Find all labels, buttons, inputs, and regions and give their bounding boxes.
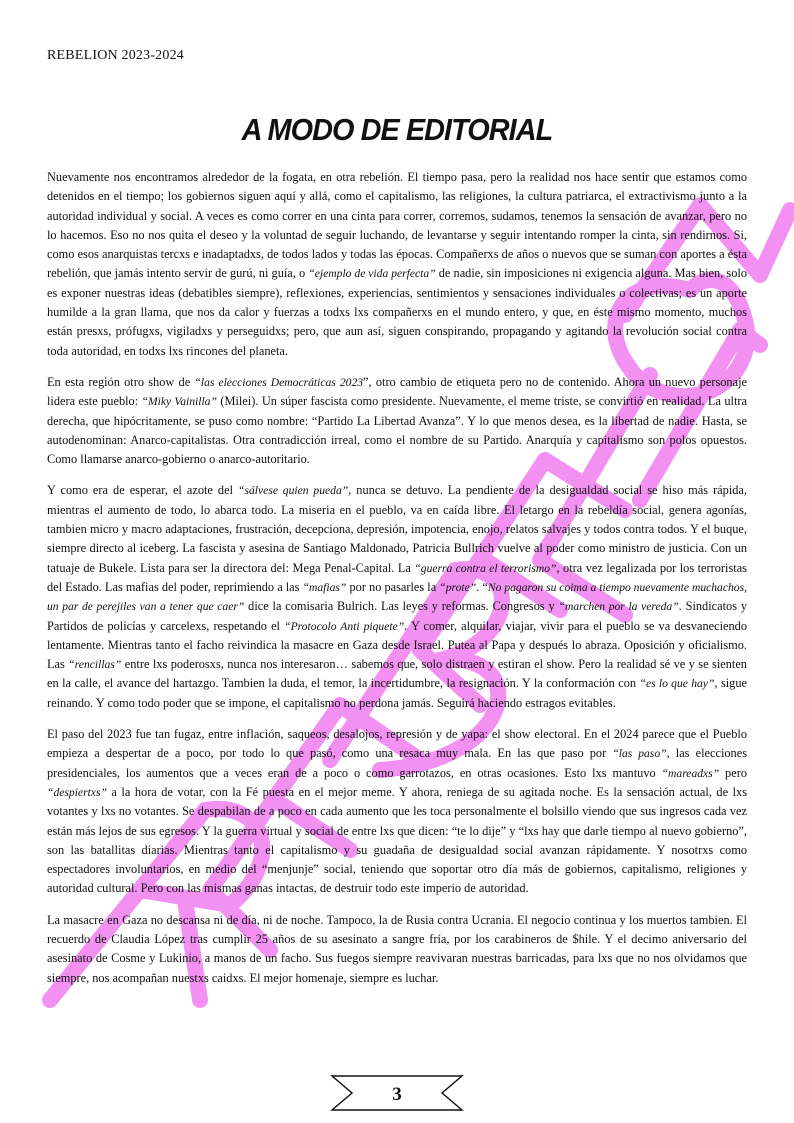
paragraph-1: Nuevamente nos encontramos alrededor de la fogata, en otra rebelión. El tiempo pasa, pero la realidad nos hace sentir que estamos como detenidos en el tiempo; los gobiernos siguen aquí y allá, como el capitalismo, las religiones, la cultura patriarca, el extractivismo junto a la autoridad individual y social. A veces es como correr en una cinta para correr, corremos, sudamos, tenemos la sensación de avanzar, pero no lo hacemos. Eso no nos quita el deseo y la voluntad de seguir luchando, de levantarse y seguir intentando romper la cinta, sin rendirnos. Si, como esos anarquistas tercxs e inadaptadxs, de todos lados y todas las épocas. Compañerxs de años o nuevos que se suman con aportes a ésta rebelión, que jamás intento servir de gurú, ni guía, o “ejemplo de vida perfecta” de nadie, sin imposiciones ni exigencia alguna. Mas bien, solo es exponer nuestras ideas (debatibles siempre), reflexiones, experiencias, sentimientos y sensaciones individuales o colectivas; es un aporte humilde a la gran llama, que nos da calor y fuerzas a todxs lxs compañerxs en el mundo entero, y que, en éste mismo momento, muchos están presxs, prófugxs, vigiladxs y perseguidxs; pero, que aun así, siguen conspirando, propagando y agitando la revolución social contra toda autoridad, en todxs lxs rincones del planeta. (47, 170, 747, 358)
paragraph-4: El paso del 2023 fue tan fugaz, entre inflación, saqueos, desalojos, represión y de yapa: el show electoral. En el 2024 parece que el Pueblo empieza a despertar de a poco, por todo lo que pasó, como una resaca muy mala. En las que paso por “las paso”, las elecciones presidenciales, los aumentos que a veces eran de a poco o como garrotazos, en otras ocasiones. Esto lxs mantuvo “mareadxs” pero “despiertxs” a la hora de votar, con la Fé puesta en el mejor meme. Y ahora, reniega de su agitada noche. Es la sensación actual, de lxs votantes y lxs no votantes. Se despabilan de a poco en cada aumento que les toca personalmente el bolsillo viendo que sus ingresos cada vez están más lejos de sus egresos. Y la guerra virtual y social de entre lxs que dicen: “te lo dije” y “lxs hay que darle tiempo al nuevo gobierno”, son las batallitas diarias. Mientras tanto el capitalismo y su guadaña de desigualdad social avanzan rápidamente. Y nosotrxs como espectadores involuntarios, en medio del “menjunje” social, teniendo que soportar otro día más de gobiernos, capitalismo, religiones y autoridad cultural. Pero con las mismas ganas intactas, de destruir todo este imperio de autoridad. (47, 727, 747, 896)
page-title: A MODO DE EDITORIAL (241, 112, 553, 147)
paragraph-3: Y como era de esperar, el azote del “sálvese quien pueda”, nunca se detuvo. La pendiente de la desigualdad social se hiso más rápida, mientras el aumento de todo, lo abarca todo. La miseria en el pueblo, va en caída libre. El letargo en la rebeldía social, genera agonías, tambien micro y macro adaptaciones, frustración, decepciona, depresión, impotencia, enojo, relatos salvajes y todos contra todos. Y el buque, siempre directo al iceberg. La fascista y asesina de Santiago Maldonado, Patricia Bullrich vuelve al poder como ministro de justicia. Con un tatuaje de Bukele. Lista para ser la directora del: Mega Penal-Capital. La “guerra contra el terrorismo”, otra vez legalizada por los terroristas del Estado. Las mafias del poder, reprimiendo a las “mafias” por no pasarles la “prote”. “No pagaron su coima a tiempo nuevamente muchachos, un par de perejiles van a tener que caer” dice la comisaria Bulrich. Las leyes y reformas. Congresos y “marchen por la vereda”. Sindicatos y Partidos de policías y carcelexs, respetando el “Protocolo Anti piquete”. Y comer, alquilar, viajar, vivir para el pueblo se va desvaneciendo lentamente. Mientras tanto el facho reivindica la masacre en Gaza desde Israel. Putea al Papa y después lo abraza. Oposición y oficialismo. Las “rencillas” entre lxs poderosxs, nunca nos interesaron… sabemos que, solo distraen y estiran el show. Pero la realidad sé ve y se sienten en la calle, el avance del hartazgo. Tambien la duda, el temor, la incertidumbre, la resignación. Y la conformación con “es lo que hay”, sigue reinando. Y como todo poder que se impone, el capitalismo no perdona jamás. Seguirá haciendo estragos evitables. (47, 483, 748, 710)
running-header: REBELION 2023-2024 (47, 48, 184, 63)
editorial-body (47, 168, 747, 1000)
paragraph-2: En esta región otro show de “las elecciones Democráticas 2023”, otro cambio de etiqueta pero no de contenido. Ahora un nuevo personaje lidera este pueblo: “Miky Vainilla” (Milei). Un súper fascista como presidente. Nuevamente, el meme triste, se convirtió en realidad. La ultra derecha, que hipócritamente, se puso como nombre: “Partido La Libertad Avanza”. Y lo que menos desea, es la libertad de nadie. Hasta, se autodenominan: Anarco-capitalistas. Otra contradicción irreal, como el nombre de su Partido. Anarquía y capitalismo son polos opuestos. Como llamarse anarco-gobierno o anarco-autoritario. (47, 374, 747, 467)
paragraph-5: La masacre en Gaza no descansa ni de día, ni de noche. Tampoco, la de Rusia contra Ucrania. El negocio continua y los muertos tambien. El recuerdo de Claudia López tras cumplir 25 años de su asesinato a sangre fría, por los carabineros de $hile. Y el decimo aniversario del asesinato de Cosme y Lukinio, a manos de un facho. Sus fuegos siempre reavivaran nuestras barricadas, para lxs que no nos olvidamos que siempre, nos acompañan nuestxs caidxs. El mejor homenaje, siempre es luchar. (47, 912, 747, 985)
page-number: 3 (392, 1084, 402, 1105)
